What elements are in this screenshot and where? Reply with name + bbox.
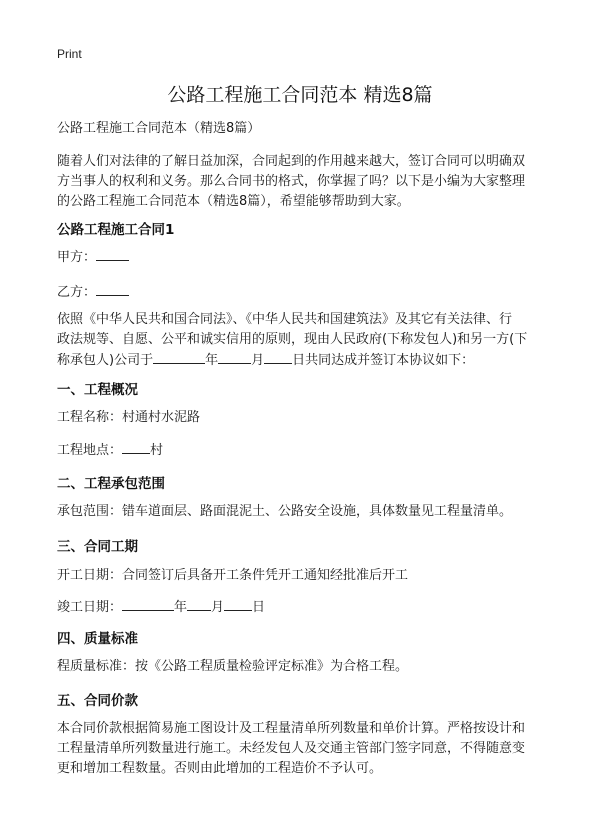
intro-line: 随着人们对法律的了解日益加深，合同起到的作用越来越大，签订合同可以明确双	[57, 154, 526, 169]
end-day-label: 日	[252, 600, 266, 615]
basis-paragraph	[57, 310, 553, 371]
day-blank	[264, 350, 292, 364]
quality-text: 程质量标准：按《公路工程质量检验评定标准》为合格工程。	[57, 659, 409, 674]
price-line: 本合同价款根据简易施工图设计及工程量清单所列数量和单价计算。严格按设计和	[57, 721, 526, 736]
price-line: 工程量清单所列数量进行施工。未经发包人及交通主管部门签字同意，不得随意变	[57, 741, 526, 756]
end-year-blank	[122, 597, 174, 611]
party-a-line	[57, 247, 553, 268]
price-line: 更和增加工程数量。否则由此增加的工程造价不予认可。	[57, 761, 383, 776]
basis-text: 日共同达成并签订本协议如下：	[292, 353, 475, 368]
end-date-line	[57, 597, 553, 618]
section-heading: 二、工程承包范围	[57, 476, 165, 492]
scope-text: 承包范围：错车道面层、路面混泥土、公路安全设施，具体数量见工程量清单。	[57, 504, 513, 519]
year-label: 年	[205, 353, 219, 368]
project-name: 工程名称：村通村水泥路	[57, 410, 201, 425]
party-b-line	[57, 282, 553, 303]
end-month-label: 月	[211, 600, 225, 615]
section-heading: 五、合同价款	[57, 693, 138, 709]
end-day-blank	[224, 597, 252, 611]
basis-text: 称承包人)公司于	[57, 353, 154, 368]
document-title: 公路工程施工合同范本 精选8篇	[167, 84, 433, 106]
price-paragraph	[57, 719, 553, 779]
party-a-label: 甲方：	[57, 250, 97, 265]
project-site-label: 工程地点：	[57, 443, 123, 458]
intro-line: 方当事人的权利和义务。那么合同书的格式，你掌握了吗？以下是小编为大家整理	[57, 174, 526, 189]
basis-line: 政法规等、自愿、公平和诚实信用的原则，现由人民政府(下称发包人)和另一方(下	[57, 332, 528, 347]
section-heading: 三、合同工期	[57, 539, 138, 555]
month-blank	[218, 350, 251, 364]
end-month-blank	[187, 597, 211, 611]
end-date-label: 竣工日期：	[57, 600, 123, 615]
year-blank	[153, 350, 205, 364]
print-link[interactable]: Print	[57, 47, 82, 61]
party-b-label: 乙方：	[57, 285, 97, 300]
contract-heading: 公路工程施工合同1	[57, 222, 175, 238]
basis-line: 依照《中华人民共和国合同法》、《中华人民共和国建筑法》及其它有关法律、行	[57, 312, 513, 327]
project-site-blank	[122, 440, 150, 454]
section-heading: 四、质量标准	[57, 631, 138, 647]
intro-line: 的公路工程施工合同范本（精选8篇），希望能够帮助到大家。	[57, 194, 410, 209]
intro-paragraph	[57, 152, 553, 212]
party-b-blank	[96, 282, 129, 296]
section-heading: 一、工程概况	[57, 382, 138, 398]
project-site-suffix: 村	[150, 443, 164, 458]
month-label: 月	[251, 353, 265, 368]
document-subtitle: 公路工程施工合同范本（精选8篇）	[57, 121, 261, 136]
basis-line	[57, 350, 553, 371]
project-site-line	[57, 440, 553, 461]
start-date-text: 开工日期：合同签订后具备开工条件凭开工通知经批准后开工	[57, 568, 409, 583]
party-a-blank	[96, 247, 129, 261]
end-year-label: 年	[174, 600, 188, 615]
